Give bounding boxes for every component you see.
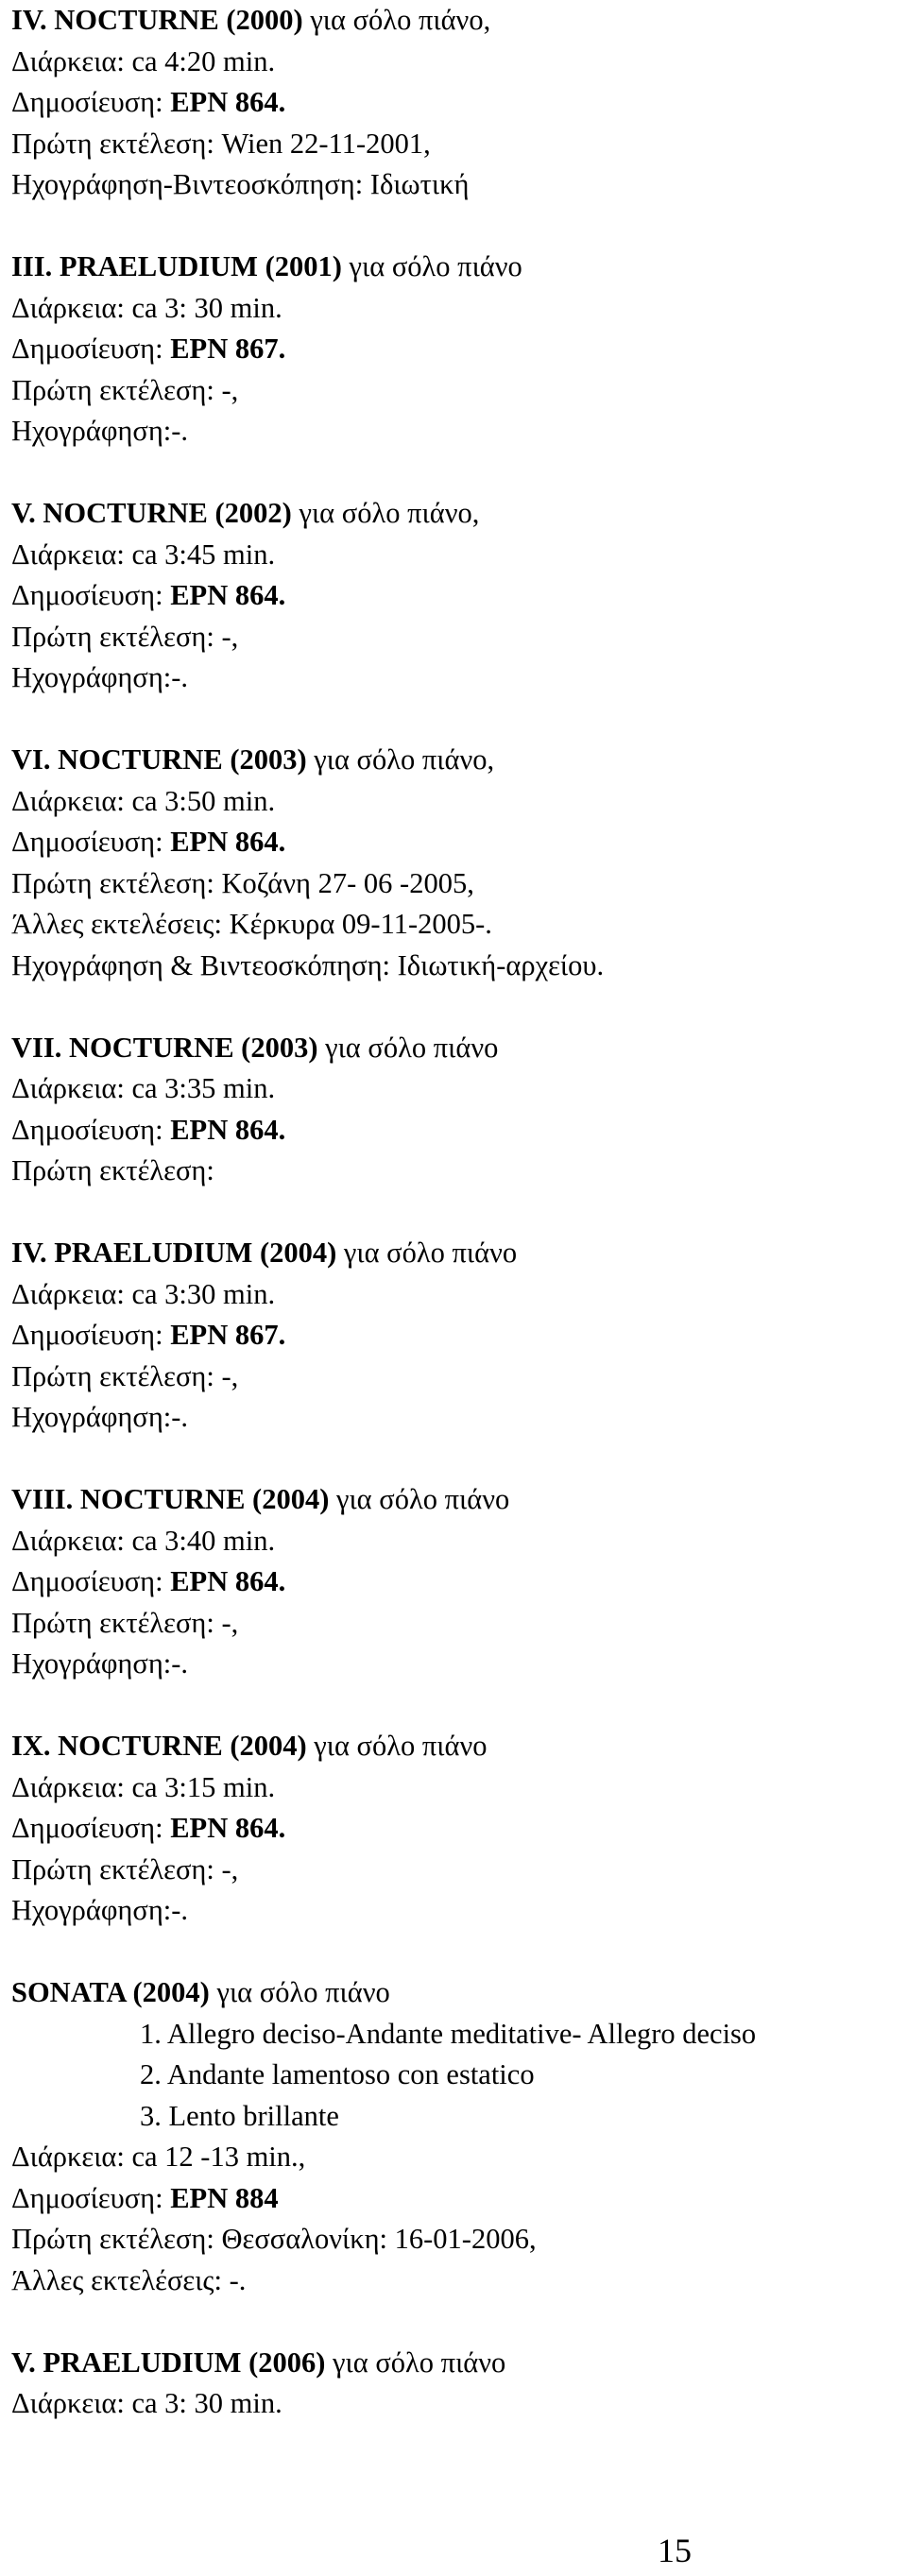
sonata-entry: [11, 1972, 899, 2301]
work-title: NOCTURNE (2004): [79, 1483, 330, 1515]
publication-label: Δημοσίευση:: [11, 86, 171, 118]
work-premiere: Πρώτη εκτέλεση: -,: [11, 620, 239, 653]
publication-value: EPN 864.: [170, 1113, 286, 1146]
work-publication: [11, 1110, 899, 1152]
work-publication: [11, 1561, 899, 1603]
work-title-line: [11, 1028, 899, 1069]
work-recording: Ηχογράφηση:-.: [11, 1401, 189, 1433]
work-duration: Διάρκεια: ca 3:50 min.: [11, 784, 276, 817]
work-duration: Διάρκεια: ca 3:40 min.: [11, 1524, 276, 1557]
work-instrument: για σόλο πιάνο: [336, 1237, 518, 1269]
work-recording: Ηχογράφηση:-.: [11, 661, 189, 693]
spacer: [11, 699, 899, 741]
work-numeral: IX.: [11, 1730, 51, 1762]
work-title: NOCTURNE (2003): [58, 743, 307, 776]
work-publication: [11, 575, 899, 617]
document-body: [11, 0, 899, 2425]
publication-value: EPN 867.: [170, 333, 286, 365]
work-duration: Διάρκεια: ca 3: 30 min.: [11, 2387, 282, 2419]
work-title-line: [11, 247, 899, 288]
work-instrument: για σόλο πιάνο,: [306, 743, 495, 776]
spacer: [11, 1932, 899, 1973]
spacer: [11, 1685, 899, 1727]
work-title: NOCTURNE (2000): [54, 4, 303, 36]
spacer: [11, 452, 899, 494]
sonata-publication: [11, 2178, 899, 2220]
work-entry: [11, 740, 899, 986]
sonata-movement: 1. Allegro deciso-Andante meditative- Allegro deciso: [140, 2017, 757, 2050]
sonata-premiere: Πρώτη εκτέλεση: Θεσσαλονίκη: 16-01-2006,: [11, 2223, 537, 2255]
work-title: PRAELUDIUM (2006): [43, 2346, 326, 2379]
spacer: [11, 1192, 899, 1234]
work-instrument: για σόλο πιάνο: [325, 2346, 506, 2379]
work-numeral: V.: [11, 2346, 36, 2379]
work-entry: [11, 2343, 899, 2425]
work-recording: Ηχογράφηση:-.: [11, 1894, 189, 1926]
work-title-line: [11, 0, 899, 42]
page-number: 15: [658, 2532, 692, 2569]
work-numeral: IV.: [11, 1237, 47, 1269]
work-title: NOCTURNE (2004): [58, 1730, 307, 1762]
work-title: NOCTURNE (2003): [69, 1031, 318, 1064]
publication-label: Δημοσίευση:: [11, 1319, 171, 1351]
work-publication: [11, 1315, 899, 1356]
work-numeral: V.: [11, 497, 36, 529]
spacer: [11, 206, 899, 247]
publication-value: EPN 864.: [170, 1812, 286, 1844]
work-instrument: για σόλο πιάνο,: [291, 497, 480, 529]
work-title-line: [11, 493, 899, 535]
work-entry: [11, 1726, 899, 1932]
work-duration: Διάρκεια: ca 3:15 min.: [11, 1770, 276, 1803]
spacer: [11, 1439, 899, 1480]
work-duration: Διάρκεια: ca 3: 30 min.: [11, 291, 282, 324]
work-instrument: για σόλο πιάνο: [329, 1483, 510, 1515]
work-publication: [11, 1808, 899, 1850]
sonata-movement: 3. Lento brillante: [140, 2099, 339, 2132]
work-title-line: [11, 1726, 899, 1767]
work-publication: [11, 82, 899, 124]
work-duration: Διάρκεια: ca 4:20 min.: [11, 44, 276, 77]
work-numeral: VII.: [11, 1031, 62, 1064]
work-premiere: Πρώτη εκτέλεση: Κοζάνη 27- 06 -2005,: [11, 866, 474, 899]
work-title-line: [11, 1233, 899, 1274]
work-duration: Διάρκεια: ca 3:30 min.: [11, 1277, 276, 1310]
work-title-line: [11, 2343, 899, 2384]
work-premiere: Πρώτη εκτέλεση: -,: [11, 1359, 239, 1392]
work-recording: Ηχογράφηση & Βιντεοσκόπηση: Ιδιωτική-αρχείου.: [11, 948, 605, 981]
work-publication: [11, 822, 899, 863]
spacer: [11, 986, 899, 1028]
work-numeral: IV.: [11, 4, 47, 36]
work-entry: [11, 493, 899, 699]
publication-label: Δημοσίευση:: [11, 826, 171, 858]
publication-value: EPN 864.: [170, 579, 286, 611]
spacer: [11, 2301, 899, 2343]
sonata-instrument: για σόλο πιάνο: [209, 1976, 390, 2008]
publication-value: EPN 864.: [170, 86, 286, 118]
publication-value: EPN 867.: [170, 1319, 286, 1351]
sonata-title: SONATA (2004): [11, 1976, 210, 2008]
publication-label: Δημοσίευση:: [11, 333, 171, 365]
work-recording: Ηχογράφηση-Βιντεοσκόπηση: Ιδιωτική: [11, 168, 470, 200]
work-entry: [11, 247, 899, 452]
work-entry: [11, 1028, 899, 1192]
publication-value: EPN 864.: [170, 1565, 286, 1597]
work-duration: Διάρκεια: ca 3:45 min.: [11, 537, 276, 571]
work-other-performances: Άλλες εκτελέσεις: Κέρκυρα 09-11-2005-.: [11, 908, 492, 940]
work-duration: Διάρκεια: ca 3:35 min.: [11, 1072, 276, 1104]
work-entry: [11, 1233, 899, 1439]
publication-label: Δημοσίευση:: [11, 1565, 171, 1597]
publication-label: Δημοσίευση:: [11, 1812, 171, 1844]
work-premiere: Πρώτη εκτέλεση: Wien 22-11-2001,: [11, 127, 431, 160]
work-title: NOCTURNE (2002): [43, 497, 292, 529]
sonata-other-performances: Άλλες εκτελέσεις: -.: [11, 2263, 247, 2296]
work-publication: [11, 329, 899, 370]
sonata-title-line: [11, 1972, 899, 2014]
work-numeral: VI.: [11, 743, 51, 776]
publication-value: EPN 864.: [170, 826, 286, 858]
work-premiere: Πρώτη εκτέλεση:: [11, 1154, 214, 1186]
work-numeral: III.: [11, 250, 53, 282]
work-title: PRAELUDIUM (2004): [54, 1237, 337, 1269]
work-recording: Ηχογράφηση:-.: [11, 1647, 189, 1680]
work-recording: Ηχογράφηση:-.: [11, 415, 189, 447]
work-premiere: Πρώτη εκτέλεση: -,: [11, 1606, 239, 1639]
work-premiere: Πρώτη εκτέλεση: -,: [11, 373, 239, 406]
work-instrument: για σόλο πιάνο,: [302, 4, 491, 36]
publication-label: Δημοσίευση:: [11, 579, 171, 611]
work-title-line: [11, 740, 899, 781]
sonata-duration: Διάρκεια: ca 12 -13 min.,: [11, 2141, 306, 2173]
work-title-line: [11, 1479, 899, 1521]
work-premiere: Πρώτη εκτέλεση: -,: [11, 1852, 239, 1885]
work-instrument: για σόλο πιάνο: [306, 1730, 488, 1762]
work-numeral: VIII.: [11, 1483, 74, 1515]
work-instrument: για σόλο πιάνο: [341, 250, 522, 282]
publication-label: Δημοσίευση:: [11, 2181, 171, 2214]
work-entry: [11, 1479, 899, 1685]
publication-value: EPN 884: [170, 2181, 279, 2214]
work-instrument: για σόλο πιάνο: [317, 1031, 499, 1064]
sonata-movement: 2. Andante lamentoso con estatico: [140, 2058, 535, 2090]
work-title: PRAELUDIUM (2001): [59, 250, 342, 282]
publication-label: Δημοσίευση:: [11, 1113, 171, 1146]
work-entry: [11, 0, 899, 206]
